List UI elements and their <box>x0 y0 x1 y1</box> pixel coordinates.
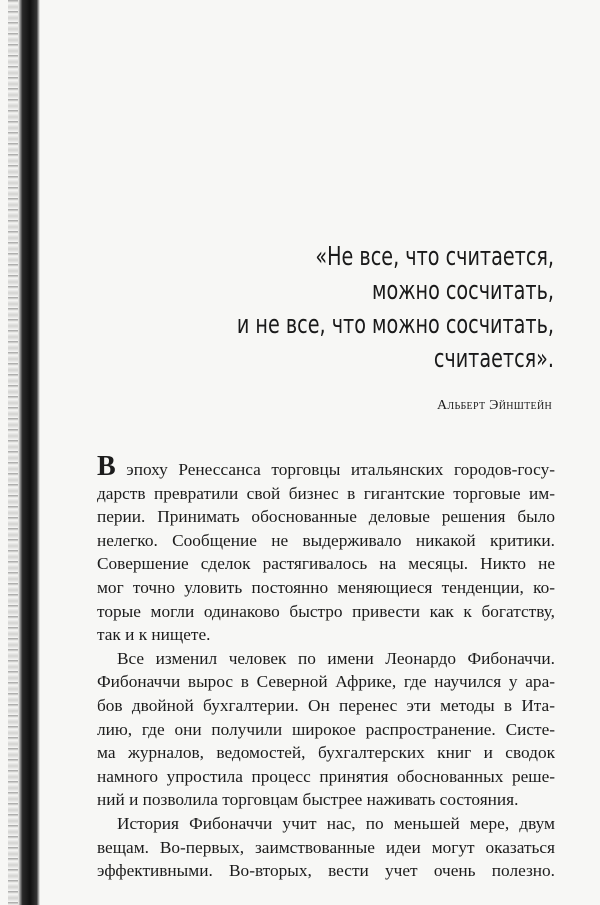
page-edge-shadow <box>8 0 18 905</box>
epigraph-line: «Не все, что считается, <box>315 242 554 272</box>
text-line: бов двойной бухгалтерии. Он перенес эти методы в Ита- <box>97 695 555 715</box>
text-line: эффективными. Во-вторых, вести учет очень полезно. <box>97 861 555 881</box>
text-line: перии. Принимать обоснованные деловые решения было <box>97 507 555 527</box>
text-line: так и к нищете. <box>97 625 211 645</box>
epigraph-line: и не все, что можно сосчитать, <box>236 310 555 340</box>
text-line: мог точно уловить постоянно меняющиеся тенденции, ко- <box>97 577 555 597</box>
text-line: История Фибоначчи учит нас, по меньшей мере, двум <box>117 813 555 833</box>
text-line: Совершение сделок растягивалось на месяцы. Никто не <box>97 554 555 574</box>
text-line: дарств превратили свой бизнес в гигантские торговые им- <box>97 483 555 503</box>
text-line: В эпоху Ренессанса торговцы итальянских городов-госу- <box>97 451 555 482</box>
epigraph-author: Альберт Эйнштейн <box>436 398 552 413</box>
text-line: вещам. Во-первых, заимствованные идеи могут оказаться <box>97 837 555 857</box>
text-line: лию, где они получили широкое распространение. Систе- <box>97 719 555 739</box>
text-line: нелегко. Сообщение не выдерживало никакой критики. <box>97 530 555 550</box>
drop-cap: В <box>97 451 116 482</box>
text-line: намного упростила процесс принятия обоснованных реше- <box>97 766 555 786</box>
text-line: Все изменил человек по имени Леонардо Фибоначчи. <box>117 648 555 668</box>
text-line: Фибоначчи вырос в Северной Африке, где научился у ара- <box>97 672 555 692</box>
epigraph-line: считается». <box>433 344 554 374</box>
book-spine-shadow <box>18 0 40 905</box>
text-line: ма журналов, ведомостей, бухгалтерских книг и сводок <box>97 743 555 763</box>
epigraph-line: можно сосчитать, <box>372 276 554 306</box>
epigraph-quote <box>210 240 554 376</box>
body-text <box>97 451 555 883</box>
text-line: торые могли одинаково быстро привести как к богатству, <box>97 601 555 621</box>
text-line: ний и позволила торговцам быстрее наживать состояния. <box>97 790 519 810</box>
